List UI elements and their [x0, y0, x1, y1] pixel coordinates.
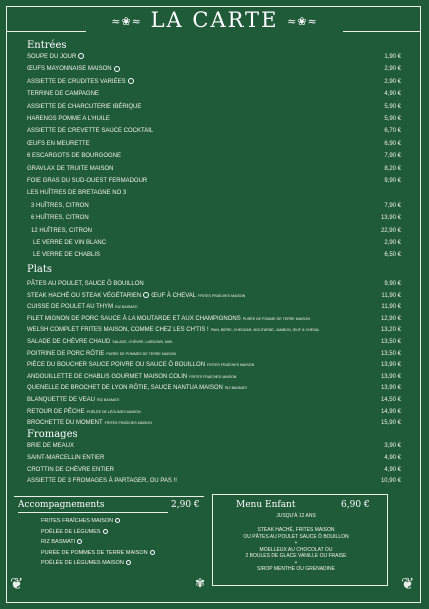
menu-item-name: [27, 125, 153, 137]
menu-item-label: LES HUÎTRES DE BRETAGNE NO 3: [27, 190, 127, 197]
menu-item-price: 13,90 €: [380, 385, 401, 392]
menu-item-label: CUISSE DE POULET AU THYM: [27, 304, 114, 311]
menu-item-price: 2,90 €: [384, 78, 401, 85]
menu-item-price: 3,90 €: [384, 443, 401, 449]
menu-item-note: POÊLÉE DE LÉGUMES MAISON: [86, 409, 141, 414]
menu-item-row: [27, 150, 401, 162]
menu-item-row: [27, 76, 401, 88]
menu-item-label: TERRINE DE CAMPAGNE: [27, 91, 99, 98]
menu-item-note: FRITES FRAÎCHES MAISON: [207, 363, 255, 368]
menu-item-label: SAINT-MARCELLIN ENTIER: [27, 454, 105, 461]
menu-item-label: WELSH COMPLET FRITES MAISON, COMME CHEZ LES CH'TIS !: [27, 327, 209, 334]
menu-item-label: ASSIETTE DE CHARCUTERIE IBÉRIQUE: [27, 103, 142, 110]
menu-item-name: [27, 313, 310, 325]
menu-item-label: BROCHETTE DU MOMENT: [27, 420, 103, 427]
menu-item-name: [27, 290, 245, 302]
menu-item-price: 22,90 €: [380, 227, 401, 234]
menu-item-note: FRITES FRAÎCHES MAISON: [104, 421, 152, 426]
menu-item-note: PURÉE DE POMME DE TERRE MAISON: [242, 316, 310, 321]
menu-item-name: [27, 324, 320, 336]
corner-ornament-icon: ❦: [10, 576, 24, 593]
menu-item-price: 6,70 €: [384, 128, 401, 135]
menu-item-name: [33, 237, 106, 249]
menu-item-price: 4,90 €: [384, 91, 401, 98]
accompagnements-heading: Accompagnements: [18, 500, 105, 510]
menu-item-label: BRIE DE MEAUX: [27, 443, 75, 449]
menu-item-row: [27, 464, 401, 476]
menu-enfant-line: 2 BOULES DE GLACE VANILLE OU FRAISE: [245, 553, 347, 559]
menu-item-note: FRITES FRAÎCHES MAISON: [189, 374, 237, 379]
menu-item-row: [27, 63, 401, 75]
menu-item-row: [27, 417, 401, 429]
menu-item-name: [27, 464, 114, 476]
menu-item-name: [27, 101, 141, 113]
menu-item-price: 6,50 €: [384, 252, 401, 259]
menu-item-name: [27, 359, 254, 371]
right-ornament-icon: ≈❀≈: [287, 15, 318, 28]
menu-item-price: 10,90 €: [380, 478, 401, 485]
accompagnement-label: POÊLÉE DE LÉGUMES: [41, 528, 101, 535]
menu-item-label: STEAK HACHÉ OU STEAK VÉGÉTARIEN: [27, 292, 142, 299]
menu-item-label: SALADE DE CHÈVRE CHAUD: [27, 339, 111, 345]
vegetarian-leaf-icon: [78, 53, 84, 59]
menu-item-name: [27, 76, 134, 88]
page-title: LA CARTE: [150, 8, 279, 32]
menu-item-label: ŒUFS EN MEURETTE: [27, 140, 90, 147]
menu-enfant-line: +: [294, 540, 298, 546]
menu-item-label: FOIE GRAS DU SUD-OUEST FERMADOUR: [27, 178, 148, 184]
menu-item-extra: ŒUF À CHEVAL: [151, 292, 197, 299]
accompagnements-rule: [18, 512, 168, 513]
section-heading-plats: Plats: [27, 264, 53, 275]
menu-item-label: CROTTIN DE CHÈVRE ENTIER: [27, 466, 115, 473]
vegetarian-leaf-icon: [150, 550, 155, 555]
menu-item-name: [27, 417, 152, 429]
menu-item-price: 11,90 €: [381, 292, 401, 299]
vegetarian-leaf-icon: [77, 539, 82, 544]
menu-item-row: [27, 394, 401, 406]
menu-item-label: GRAVLAX DE TRUITE MAISON: [27, 165, 114, 172]
menu-item-name: [27, 394, 119, 406]
vegetarian-leaf-icon: [103, 529, 108, 534]
section-heading-entrees: Entrées: [27, 40, 67, 51]
menu-item-note: RIZ BASMATI: [115, 305, 138, 310]
menu-item-row: [27, 406, 401, 418]
menu-item-price: 13,20 €: [380, 327, 401, 334]
menu-item-row: [27, 348, 401, 360]
menu-item-price: 2,90 €: [384, 240, 401, 246]
menu-item-name: [27, 440, 74, 452]
page-title-block: [0, 8, 429, 32]
menu-item-name: [27, 113, 110, 125]
menu-enfant-price: 6,90 €: [341, 500, 370, 510]
menu-item-price: 7,90 €: [384, 153, 401, 160]
accompagnement-label: RIZ BASMATI: [41, 539, 76, 546]
menu-item-price: 5,90 €: [384, 103, 401, 110]
menu-item-name: [27, 371, 236, 383]
menu-item-price: 5,90 €: [384, 116, 401, 122]
menu-item-price: 9,90 €: [384, 281, 401, 287]
menu-item-note: PAIN, BIÈRE, CHEDDAR, MOUTARDE, JAMBON, ŒUF À CHEVAL: [210, 328, 320, 333]
menu-item-label: 3 HUÎTRES, CITRON: [31, 202, 89, 209]
vegetarian-leaf-icon: [128, 78, 134, 84]
menu-item-name: [27, 406, 141, 418]
menu-item-name: [27, 382, 247, 394]
menu-item-price: 14,90 €: [380, 408, 401, 415]
menu-enfant-line: SIROP MENTHE OU GRENADINE: [257, 566, 335, 572]
menu-item-label: LE VERRE DE CHABLIS: [33, 252, 101, 259]
menu-item-row: [27, 175, 401, 187]
menu-item-row: [27, 88, 401, 100]
menu-item-name: [31, 200, 89, 212]
menu-item-price: 1,90 €: [384, 54, 401, 60]
menu-enfant-heading: Menu Enfant: [236, 500, 296, 510]
menu-item-label: BLANQUETTE DE VEAU: [27, 397, 96, 403]
accompagnement-item: [41, 550, 155, 556]
menu-enfant-line: MOELLEUX AU CHOCOLAT OU: [259, 546, 333, 553]
menu-item-row: [27, 359, 401, 371]
menu-item-name: [27, 187, 126, 199]
menu-item-name: [33, 249, 100, 261]
menu-item-name: [27, 336, 173, 348]
accompagnement-label: POÊLÉE DE LÉGUMES MAISON: [41, 560, 124, 567]
menu-item-name: [27, 452, 104, 464]
menu-item-price: 12,90 €: [380, 315, 401, 322]
menu-item-row: [27, 290, 401, 302]
menu-item-price: 4,90 €: [384, 466, 401, 473]
accompagnement-item: [41, 539, 82, 545]
menu-item-row: [27, 163, 401, 175]
menu-item-label: 6 HUÎTRES, CITRON: [31, 215, 89, 222]
menu-item-row: [27, 475, 401, 487]
menu-item-label: HARENGS POMME A L'HUILE: [27, 116, 110, 122]
section-heading-fromages: Fromages: [27, 429, 78, 440]
menu-item-label: ASSIETTE DE CRUDITES VARIÉES: [27, 78, 126, 85]
menu-enfant-line: +: [294, 559, 298, 566]
menu-item-row: [27, 113, 401, 125]
menu-item-row: [27, 51, 401, 63]
title-rule-left: [6, 31, 86, 32]
menu-item-label: PIÈCE DU BOUCHER SAUCE POIVRE OU SAUCE Ô BOUILLON: [27, 362, 206, 369]
menu-item-name: [27, 163, 113, 175]
menu-item-name: [27, 301, 137, 313]
menu-item-row: [27, 452, 401, 464]
menu-item-note: RIZ BASMATI: [97, 398, 120, 402]
menu-item-price: 13,50 €: [380, 350, 401, 357]
menu-item-row: [27, 336, 401, 348]
menu-item-row: [27, 225, 401, 237]
menu-item-price: 13,90 €: [380, 362, 401, 369]
menu-item-row: [27, 138, 401, 150]
accompagnements-price: 2,90 €: [171, 500, 200, 510]
center-ornament-icon: ✾: [195, 576, 206, 590]
menu-item-name: [27, 278, 144, 290]
corner-ornament-icon: ❦: [401, 576, 415, 593]
menu-item-label: ASSIETTE DE CREVETTE SAUCE COCKTAIL: [27, 128, 154, 135]
accompagnement-label: FRITES FRAÎCHES MAISON: [41, 518, 114, 524]
menu-item-label: POITRINE DE PORC RÔTIE: [27, 350, 105, 357]
menu-item-price: 2,90 €: [384, 66, 401, 73]
menu-item-label: 6 ESCARGOTS DE BOURGOGNE: [27, 153, 122, 160]
menu-item-name: [31, 225, 92, 237]
menu-item-label: QUENELLE DE BROCHET DE LYON RÔTIE, SAUCE NANTUA MAISON: [27, 385, 223, 392]
accompagnement-item: [41, 529, 108, 535]
left-ornament-icon: ≈❀≈: [111, 15, 142, 28]
menu-item-note: FRITES FRAÎCHES MAISON: [198, 293, 246, 298]
menu-item-note: SALADE, CHÈVRE, LARDONS, MIEL: [112, 340, 174, 344]
menu-item-price: 14,50 €: [380, 397, 401, 403]
menu-item-label: RETOUR DE PÊCHE: [27, 408, 85, 415]
menu-item-row: [27, 301, 401, 313]
menu-item-name: [27, 348, 176, 360]
menu-item-name: [27, 63, 120, 75]
menu-item-label: FILET MIGNON DE PORC SAUCE À LA MOUTARDE ET AUX CHAMPIGNONS: [27, 315, 241, 322]
menu-item-name: [31, 212, 89, 224]
menu-item-price: 9,90 €: [384, 178, 401, 184]
menu-item-label: ASSIETTE DE 3 FROMAGES À PARTAGER, OU PAS !!: [27, 478, 177, 485]
menu-item-name: [27, 475, 177, 487]
menu-item-row: [27, 324, 401, 336]
accompagnement-item: [41, 518, 120, 524]
menu-enfant-line: STEAK HACHÉ, FRITES MAISON: [257, 527, 335, 533]
menu-item-row: [27, 212, 401, 224]
vegetarian-leaf-icon: [115, 518, 120, 523]
menu-enfant-line: OU PÂTES AU POULET SAUCE Ô BOUILLON: [243, 533, 349, 540]
menu-item-price: 15,90 €: [380, 420, 401, 427]
vegetarian-leaf-icon: [143, 292, 149, 298]
menu-item-row: [27, 278, 401, 290]
menu-item-note: RIZ BASMATI: [224, 386, 248, 391]
menu-item-price: 13,90 €: [380, 215, 401, 222]
menu-item-note: PURÉE DE POMMES DE TERRE MAISON: [106, 351, 176, 356]
menu-item-price: 7,90 €: [384, 202, 401, 209]
menu-item-price: 6,90 €: [384, 140, 401, 147]
menu-item-label: PÂTES AU POULET, SAUCE Ô BOUILLON: [27, 281, 144, 287]
menu-item-row: [27, 101, 401, 113]
menu-item-price: 13,90 €: [380, 373, 401, 380]
menu-item-row: [27, 371, 401, 383]
menu-item-label: 12 HUÎTRES, CITRON: [31, 227, 93, 234]
menu-item-row: [27, 249, 401, 261]
menu-item-row: [27, 125, 401, 137]
menu-item-row: [27, 313, 401, 325]
menu-item-label: LE VERRE DE VIN BLANC: [33, 240, 107, 246]
menu-item-row: [27, 200, 401, 212]
menu-item-name: [27, 150, 121, 162]
menu-item-row: [27, 440, 401, 452]
menu-item-name: [27, 51, 84, 63]
menu-item-row: [27, 382, 401, 394]
menu-item-price: 13,50 €: [380, 339, 401, 345]
menu-enfant-age: JUSQU'À 12 ANS: [276, 513, 316, 519]
accompagnement-label: PURÉE DE POMMES DE TERRE MAISON: [41, 549, 148, 556]
menu-item-row: [27, 237, 401, 249]
vegetarian-leaf-icon: [114, 66, 120, 72]
menu-item-label: ŒUFS MAYONNAISE MAISON: [27, 66, 112, 73]
menu-item-price: 8,20 €: [384, 165, 401, 172]
menu-item-label: ANDOUILLETTE DE CHABLIS GOURMET MAISON COLIN: [27, 373, 188, 380]
title-rule-right: [343, 31, 421, 32]
menu-item-label: SOUPE DU JOUR: [27, 54, 77, 60]
accompagnement-item: [41, 560, 131, 566]
menu-item-price: 11,90 €: [381, 304, 401, 311]
menu-item-name: [27, 175, 147, 187]
vegetarian-leaf-icon: [126, 560, 131, 565]
menu-item-name: [27, 138, 90, 150]
menu-item-price: 4,90 €: [384, 454, 401, 461]
menu-item-name: [27, 88, 99, 100]
menu-item-row: [27, 187, 401, 199]
